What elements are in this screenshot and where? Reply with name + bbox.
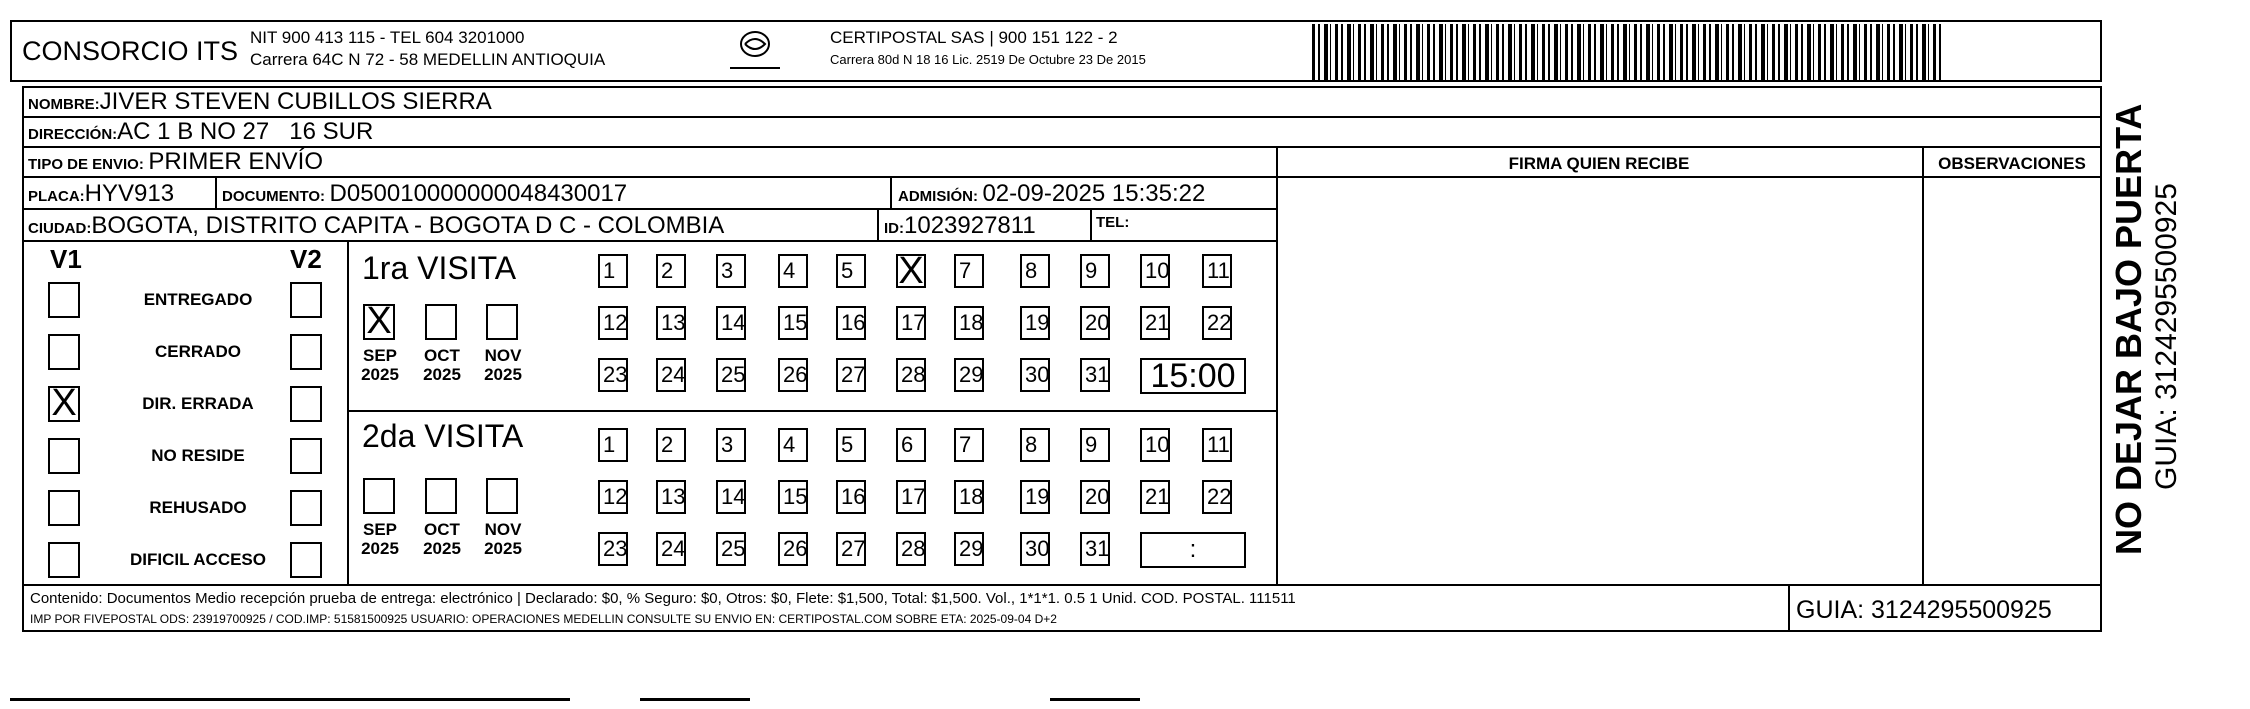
day-box[interactable]: 16 (836, 480, 866, 514)
month-checkbox[interactable] (363, 478, 395, 514)
day-box[interactable]: 14 (716, 480, 746, 514)
day-box[interactable]: 31 (1080, 358, 1110, 392)
footer-guia: GUIA: 3124295500925 (1796, 596, 2052, 624)
ciudad-row: CIUDAD:BOGOTA, DISTRITO CAPITA - BOGOTA D C - COLOMBIA (28, 212, 725, 239)
day-box[interactable]: 21 (1140, 480, 1170, 514)
day-box[interactable]: 28 (896, 532, 926, 566)
id-row: ID:1023927811 (884, 212, 1036, 239)
day-box[interactable]: 26 (778, 358, 808, 392)
time-box[interactable]: 15:00 (1140, 358, 1246, 394)
day-box[interactable]: 9 (1080, 428, 1110, 462)
time-box[interactable]: : (1140, 532, 1246, 568)
day-box[interactable]: 9 (1080, 254, 1110, 288)
day-box[interactable]: 6 (896, 428, 926, 462)
day-box[interactable]: 19 (1020, 306, 1050, 340)
v2-label: V2 (290, 244, 322, 274)
day-box[interactable]: 1 (598, 254, 628, 288)
day-box[interactable]: 23 (598, 358, 628, 392)
status-label: ENTREGADO (143, 290, 253, 309)
day-box[interactable]: 28 (896, 358, 926, 392)
day-box[interactable]: 29 (954, 358, 984, 392)
status-v2-checkbox[interactable] (290, 282, 322, 318)
month-name: SEP (362, 520, 398, 539)
day-box[interactable]: 12 (598, 306, 628, 340)
observaciones-label: OBSERVACIONES (1938, 154, 2086, 173)
tipo-value: PRIMER ENVÍO (148, 148, 324, 175)
day-box[interactable]: 20 (1080, 480, 1110, 514)
tipo-row: TIPO DE ENVIO: PRIMER ENVÍO (28, 148, 324, 175)
day-box[interactable]: 3 (716, 254, 746, 288)
ciudad-value: BOGOTA, DISTRITO CAPITA - BOGOTA D C - COLOMBIA (91, 212, 725, 239)
day-box[interactable]: 20 (1080, 306, 1110, 340)
placa-row: PLACA:HYV913 (28, 180, 175, 207)
status-v2-checkbox[interactable] (290, 490, 322, 526)
day-box[interactable]: 26 (778, 532, 808, 566)
day-box[interactable]: 22 (1202, 306, 1232, 340)
month-checkbox[interactable]: X (363, 304, 395, 340)
visit2-title: 2da VISITA (362, 418, 524, 454)
day-box[interactable]: 15 (778, 306, 808, 340)
side-guia: GUIA: 3124295500925 (2150, 183, 2183, 490)
bottom-line (640, 698, 750, 701)
footer-imp: IMP POR FIVEPOSTAL ODS: 23919700925 / COD.IMP: 51581500925 USUARIO: OPERACIONES MEDELLIN CONSULTE SU ENVIO EN: CERTIPOSTAL.COM SOBRE ETA: 2025-09-04 D+2 (30, 612, 1057, 626)
month-name: NOV (484, 520, 522, 539)
day-box[interactable]: 5 (836, 254, 866, 288)
day-box[interactable]: 18 (954, 306, 984, 340)
placa-value: HYV913 (84, 180, 175, 207)
admision-value: 02-09-2025 15:35:22 (982, 180, 1206, 207)
documento-row: DOCUMENTO: D050010000000048430017 (222, 180, 628, 207)
day-box[interactable]: 10 (1140, 428, 1170, 462)
month-name: NOV (484, 346, 522, 365)
v1-label: V1 (50, 244, 82, 274)
admision-row: ADMISIÓN: 02-09-2025 15:35:22 (898, 180, 1206, 207)
month-label (353, 346, 407, 384)
status-v2-checkbox[interactable] (290, 542, 322, 578)
documento-value: D050010000000048430017 (329, 180, 628, 207)
month-year: 2025 (423, 365, 461, 384)
status-v1-checkbox[interactable] (48, 490, 80, 526)
month-name: OCT (424, 520, 460, 539)
month-year: 2025 (484, 365, 522, 384)
certipostal-address: Carrera 80d N 18 16 Lic. 2519 De Octubre 23 De 2015 (830, 52, 1146, 67)
day-box[interactable]: 25 (716, 358, 746, 392)
day-box[interactable]: 21 (1140, 306, 1170, 340)
day-box[interactable]: 18 (954, 480, 984, 514)
day-box[interactable]: 4 (778, 254, 808, 288)
footer-content: Contenido: Documentos Medio recepción prueba de entrega: electrónico | Declarado: $0, % Seguro: $0, Otros: $0, Flete: $1,500, Total: $1,500. Vol., 1*1*1. 0.5 1 Unid. COD. POSTAL. 111511 (30, 590, 1296, 607)
status-v2-checkbox[interactable] (290, 334, 322, 370)
status-label: REHUSADO (149, 498, 247, 517)
month-label (415, 520, 469, 558)
certipostal-logo (720, 26, 790, 76)
day-box[interactable]: 11 (1202, 254, 1232, 288)
day-box[interactable]: 25 (716, 532, 746, 566)
month-checkbox[interactable] (425, 478, 457, 514)
day-box[interactable]: 12 (598, 480, 628, 514)
day-box[interactable]: X (896, 254, 926, 288)
status-label: DIFICIL ACCESO (129, 550, 266, 569)
day-box[interactable]: 27 (836, 532, 866, 566)
day-box[interactable]: 2 (656, 254, 686, 288)
month-checkbox[interactable] (425, 304, 457, 340)
bottom-line (1050, 698, 1140, 701)
direccion-value: AC 1 B NO 27 16 SUR (117, 118, 374, 145)
day-box[interactable]: 16 (836, 306, 866, 340)
month-year: 2025 (361, 365, 399, 384)
status-v2-checkbox[interactable] (290, 386, 322, 422)
month-name: OCT (424, 346, 460, 365)
day-box[interactable]: 27 (836, 358, 866, 392)
day-box[interactable]: 8 (1020, 428, 1050, 462)
day-box[interactable]: 24 (656, 358, 686, 392)
status-v1-checkbox[interactable] (48, 438, 80, 474)
day-box[interactable]: 2 (656, 428, 686, 462)
month-year: 2025 (484, 539, 522, 558)
month-label (415, 346, 469, 384)
day-box[interactable]: 17 (896, 480, 926, 514)
side-no-dejar: NO DEJAR BAJO PUERTA (2108, 103, 2149, 555)
id-value: 1023927811 (904, 212, 1036, 239)
day-box[interactable]: 24 (656, 532, 686, 566)
day-box[interactable]: 22 (1202, 480, 1232, 514)
visit1-title: 1ra VISITA (362, 250, 517, 286)
day-box[interactable]: 7 (954, 428, 984, 462)
day-box[interactable]: 10 (1140, 254, 1170, 288)
status-v1-checkbox[interactable] (48, 542, 80, 578)
day-box[interactable]: 29 (954, 532, 984, 566)
status-label: NO RESIDE (151, 446, 245, 465)
day-box[interactable]: 4 (778, 428, 808, 462)
day-box[interactable]: 31 (1080, 532, 1110, 566)
month-checkbox[interactable] (486, 304, 518, 340)
nombre-row: NOMBRE:JIVER STEVEN CUBILLOS SIERRA (28, 88, 492, 115)
month-year: 2025 (361, 539, 399, 558)
day-box[interactable]: 1 (598, 428, 628, 462)
bottom-line (10, 698, 570, 701)
nit-line: NIT 900 413 115 - TEL 604 3201000 (250, 28, 525, 47)
tel-row: TEL: (1096, 214, 1130, 231)
day-box[interactable]: 13 (656, 480, 686, 514)
firma-label: FIRMA QUIEN RECIBE (1508, 154, 1690, 173)
company-name: CONSORCIO ITS (22, 36, 239, 66)
month-label (353, 520, 407, 558)
day-box[interactable]: 15 (778, 480, 808, 514)
status-v2-checkbox[interactable] (290, 438, 322, 474)
status-v1-checkbox[interactable] (48, 334, 80, 370)
day-box[interactable]: 7 (954, 254, 984, 288)
direccion-row: DIRECCIÓN:AC 1 B NO 27 16 SUR (28, 118, 374, 145)
month-checkbox[interactable] (486, 478, 518, 514)
certipostal-name: CERTIPOSTAL SAS | 900 151 122 - 2 (830, 28, 1118, 47)
company-address: Carrera 64C N 72 - 58 MEDELLIN ANTIOQUIA (250, 50, 606, 69)
day-box[interactable]: 30 (1020, 358, 1050, 392)
day-box[interactable]: 17 (896, 306, 926, 340)
day-box[interactable]: 5 (836, 428, 866, 462)
nombre-value: JIVER STEVEN CUBILLOS SIERRA (99, 88, 492, 115)
day-box[interactable]: 30 (1020, 532, 1050, 566)
day-box[interactable]: 3 (716, 428, 746, 462)
day-box[interactable]: 13 (656, 306, 686, 340)
day-box[interactable]: 8 (1020, 254, 1050, 288)
status-label: CERRADO (155, 342, 241, 361)
status-label: DIR. ERRADA (142, 394, 254, 413)
barcode (1312, 24, 1942, 80)
status-v1-checkbox[interactable] (48, 282, 80, 318)
month-year: 2025 (423, 539, 461, 558)
day-box[interactable]: 14 (716, 306, 746, 340)
day-box[interactable]: 23 (598, 532, 628, 566)
month-name: SEP (362, 346, 398, 365)
month-label (476, 346, 530, 384)
status-v1-checkbox[interactable]: X (48, 386, 80, 422)
day-box[interactable]: 11 (1202, 428, 1232, 462)
month-label (476, 520, 530, 558)
day-box[interactable]: 19 (1020, 480, 1050, 514)
